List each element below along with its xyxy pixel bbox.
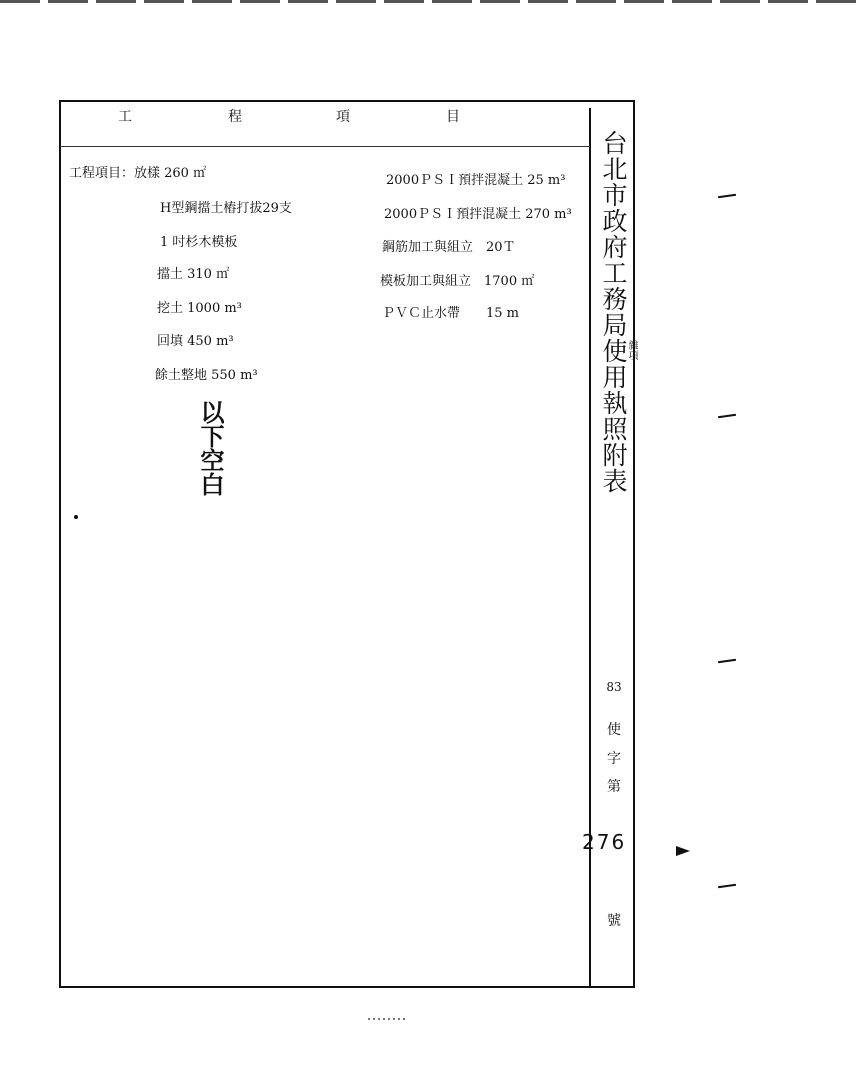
header-divider bbox=[60, 146, 590, 147]
header-char-2: 程 bbox=[228, 109, 243, 125]
item-retaining: 擋土 310 ㎡ bbox=[157, 267, 230, 282]
item-layout: 工程項目：放樣 260 ㎡ bbox=[69, 166, 207, 181]
permit-char-hao: 號 bbox=[607, 913, 621, 929]
handwritten-blank-note: 以下空白 bbox=[196, 400, 225, 496]
item-surplus-soil: 餘土整地 550 m³ bbox=[155, 368, 258, 383]
item-concrete-1: 2000ＰＳＩ預拌混凝土 25 m³ bbox=[386, 173, 566, 188]
permit-char-shi: 使 bbox=[607, 722, 621, 738]
permit-char-zi: 字 bbox=[607, 751, 621, 767]
permit-year: 83 bbox=[606, 680, 622, 694]
scan-top-edge bbox=[0, 0, 864, 3]
item-pvc-waterstop: ＰＶＣ止水帶 15 m bbox=[382, 306, 520, 321]
form-border bbox=[59, 100, 635, 988]
item-backfill: 回填 450 m³ bbox=[157, 334, 234, 349]
scan-speckle bbox=[368, 1018, 408, 1020]
column-divider bbox=[589, 108, 591, 988]
scan-mark bbox=[718, 659, 736, 663]
scan-dot bbox=[74, 515, 78, 519]
header-char-1: 工 bbox=[118, 109, 133, 125]
item-concrete-2: 2000ＰＳＩ預拌混凝土 270 m³ bbox=[384, 207, 572, 222]
item-formwork: 1 吋杉木模板 bbox=[160, 235, 238, 250]
permit-char-di: 第 bbox=[607, 779, 621, 795]
side-small-label: 雜項 bbox=[626, 340, 637, 360]
item-formwork-assembly: 模板加工與組立 1700 ㎡ bbox=[380, 274, 535, 289]
scan-mark bbox=[718, 194, 736, 198]
header-char-3: 項 bbox=[336, 109, 351, 125]
header-char-4: 目 bbox=[446, 109, 461, 125]
permit-number: 276 bbox=[582, 830, 627, 854]
scan-mark bbox=[718, 884, 736, 888]
scan-mark bbox=[718, 414, 736, 418]
item-rebar: 鋼筋加工與組立 20Ｔ bbox=[382, 240, 516, 255]
side-title: 台北市政府工務局使用執照附表 bbox=[599, 130, 628, 494]
item-excavation: 挖土 1000 m³ bbox=[157, 301, 242, 316]
item-h-beam-piles: H型鋼擋土樁打拔29支 bbox=[160, 201, 292, 216]
scan-arrow bbox=[676, 846, 690, 856]
